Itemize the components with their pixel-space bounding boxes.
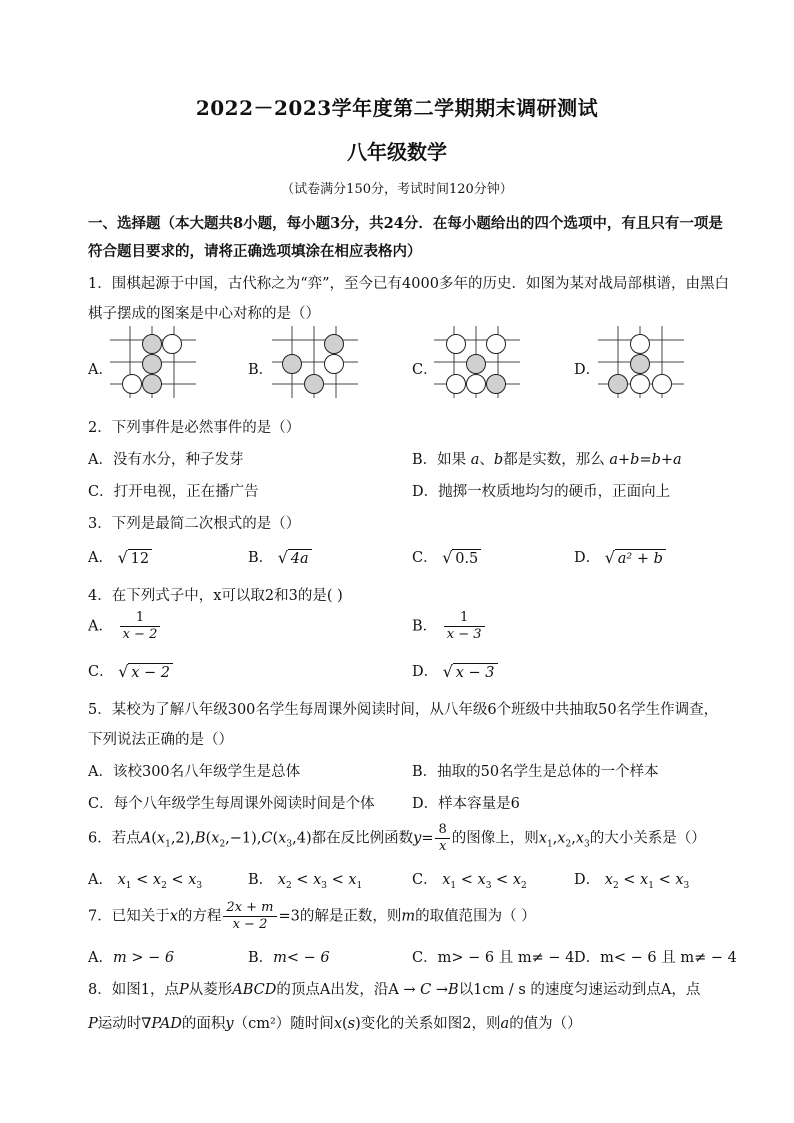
section-heading-line2: 符合题目要求的，请将正确选项填涂在相应表格内）: [88, 243, 422, 260]
q1-stem-line1: 1．围棋起源于中国，古代称之为“弈”，至今已有4000多年的历史．如图为某对战局部棋谱，由黑白: [88, 276, 729, 292]
page-title: 2022－2023学年度第二学期期末调研测试: [195, 96, 599, 120]
q2-stem: 2．下列事件是必然事件的是（）: [88, 420, 301, 436]
q3-option-a: A． √ 12: [88, 546, 152, 568]
q3-option-d: D． √ a² + b: [574, 546, 666, 568]
q1-option-a-label: A．: [88, 362, 113, 378]
q8-stem-line1: 8．如图1，点P从菱形ABCD的顶点A出发，沿A → C →B以1cm / s 的速度匀速运动到点A，点: [88, 982, 701, 998]
q1-option-b-label: B．: [248, 362, 274, 378]
q3-stem: 3．下列是最简二次根式的是（）: [88, 516, 301, 532]
q1-board-b: [272, 326, 358, 398]
q6-option-b: B． $x_2 < x_3 < x_1$: [248, 872, 363, 891]
q1-stem-line2: 棋子摆成的图案是中心对称的是（）: [88, 306, 320, 322]
q5-option-d: D．样本容量是6: [412, 796, 520, 812]
q4-option-a: A． $\frac{1}{x - 2}$: [88, 610, 162, 643]
q7-stem: 7．已知关于x的方程 $\frac{2x + m}{x - 2}$ =3的解是正数，则m的取值范围为（ ）: [88, 900, 536, 932]
q1-option-d-label: D．: [574, 362, 601, 378]
q2-option-c: C．打开电视，正在播广告: [88, 484, 259, 500]
q1-option-c-label: C．: [412, 362, 438, 378]
q8-stem-line2: P运动时∇PAD的面积y（cm²）随时间x(s)变化的关系如图2，则a的值为（）: [88, 1016, 582, 1032]
q7-option-b: B．m< − 6: [248, 950, 330, 966]
q5-stem-line1: 5．某校为了解八年级300名学生每周课外阅读时间，从八年级6个班级中共抽取50名学生作调查，: [88, 702, 719, 718]
q4-option-c: C． √ x − 2: [88, 660, 173, 682]
q5-option-c: C．每个八年级学生每周课外阅读时间是个体: [88, 796, 375, 812]
q5-stem-line2: 下列说法正确的是（）: [88, 732, 233, 748]
section-heading-line1: 一、选择题（本大题共8小题，每小题3分，共24分．在每小题给出的四个选项中，有且只有一项是: [88, 215, 723, 232]
page-subtitle: 八年级数学: [347, 140, 447, 164]
q2-option-d: D．抛掷一枚质地均匀的硬币，正面向上: [412, 484, 671, 500]
q7-option-a: A．m > − 6: [88, 950, 175, 966]
q3-option-b: B． √ 4a: [248, 546, 312, 568]
q7-option-c: C．m> − 6 且 m≠ − 4: [412, 950, 575, 966]
q1-board-a: [110, 326, 196, 398]
q1-board-c: [434, 326, 520, 398]
q4-option-b: B． $\frac{1}{x - 3}$: [412, 610, 487, 643]
q5-option-b: B．抽取的50名学生是总体的一个样本: [412, 764, 659, 780]
q6-option-c: C． $x_1 < x_3 < x_2$: [412, 872, 527, 891]
q2-option-a: A．没有水分，种子发芽: [88, 452, 244, 468]
q7-option-d: D．m< − 6 且 m≠ − 4: [574, 950, 737, 966]
q4-stem: 4．在下列式子中，x可以取2和3的是( ): [88, 588, 343, 604]
q4-option-d: D． √ x − 3: [412, 660, 498, 682]
q6-option-a: A． $x_1 < x_2 < x_3$: [88, 872, 203, 891]
q6-option-d: D． $x_2 < x_1 < x_3$: [574, 872, 690, 891]
exam-note: （试卷满分150分，考试时间120分钟）: [281, 182, 513, 197]
q6-stem: 6．若点$A(x_1,2),B(x_2,-1),C(x_3,4)$都在反比例函数y= $\frac{8}{x}$ 的图像上，则$x_1,x_2,x_3$的大小关系是（）: [88, 822, 706, 854]
q3-option-c: C． √ 0.5: [412, 546, 481, 568]
q1-board-d: [598, 326, 684, 398]
q5-option-a: A．该校300名八年级学生是总体: [88, 764, 301, 780]
q2-option-b: B．如果 a、b都是实数，那么 a+b=b+a: [412, 452, 682, 468]
